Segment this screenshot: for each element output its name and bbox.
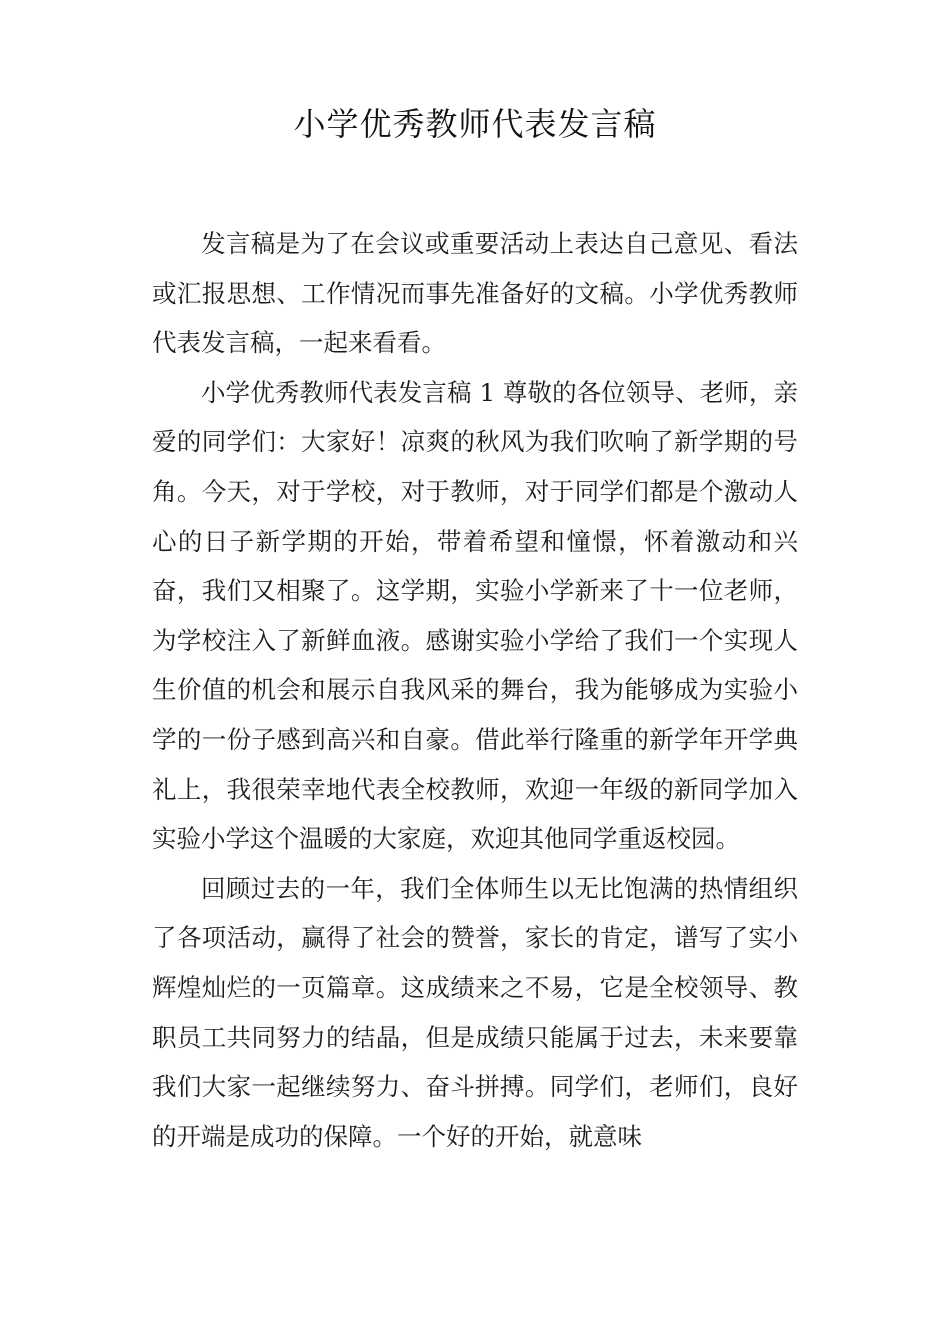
document-title: 小学优秀教师代表发言稿 — [293, 105, 657, 143]
document-body — [152, 219, 798, 1161]
paragraph-intro: 发言稿是为了在会议或重要活动上表达自己意见、看法或汇报思想、工作情况而事先准备好的文稿。小学优秀教师代表发言稿，一起来看看。 — [152, 229, 798, 358]
paragraph-speech-opening: 小学优秀教师代表发言稿 1 尊敬的各位领导、老师，亲爱的同学们：大家好！凉爽的秋风为我们吹响了新学期的号角。今天，对于学校，对于教师，对于同学们都是个激动人心的日子新学期的开始，带着希望和憧憬，怀着激动和兴奋，我们又相聚了。这学期，实验小学新来了十一位老师，为学校注入了新鲜血液。感谢实验小学给了我们一个实现人生价值的机会和展示自我风采的舞台，我为能够成为实验小学的一份子感到高兴和自豪。借此举行隆重的新学年开学典礼上，我很荣幸地代表全校教师，欢迎一年级的新同学加入实验小学这个温暖的大家庭，欢迎其他同学重返校园。 — [152, 377, 798, 854]
paragraph-review: 回顾过去的一年，我们全体师生以无比饱满的热情组织了各项活动，赢得了社会的赞誉，家长的肯定，谱写了实小辉煌灿烂的一页篇章。这成绩来之不易，它是全校领导、教职员工共同努力的结晶，但是成绩只能属于过去，未来要靠我们大家一起继续努力、奋斗拼搏。同学们，老师们，良好的开端是成功的保障。一个好的开始，就意味 — [152, 873, 798, 1151]
